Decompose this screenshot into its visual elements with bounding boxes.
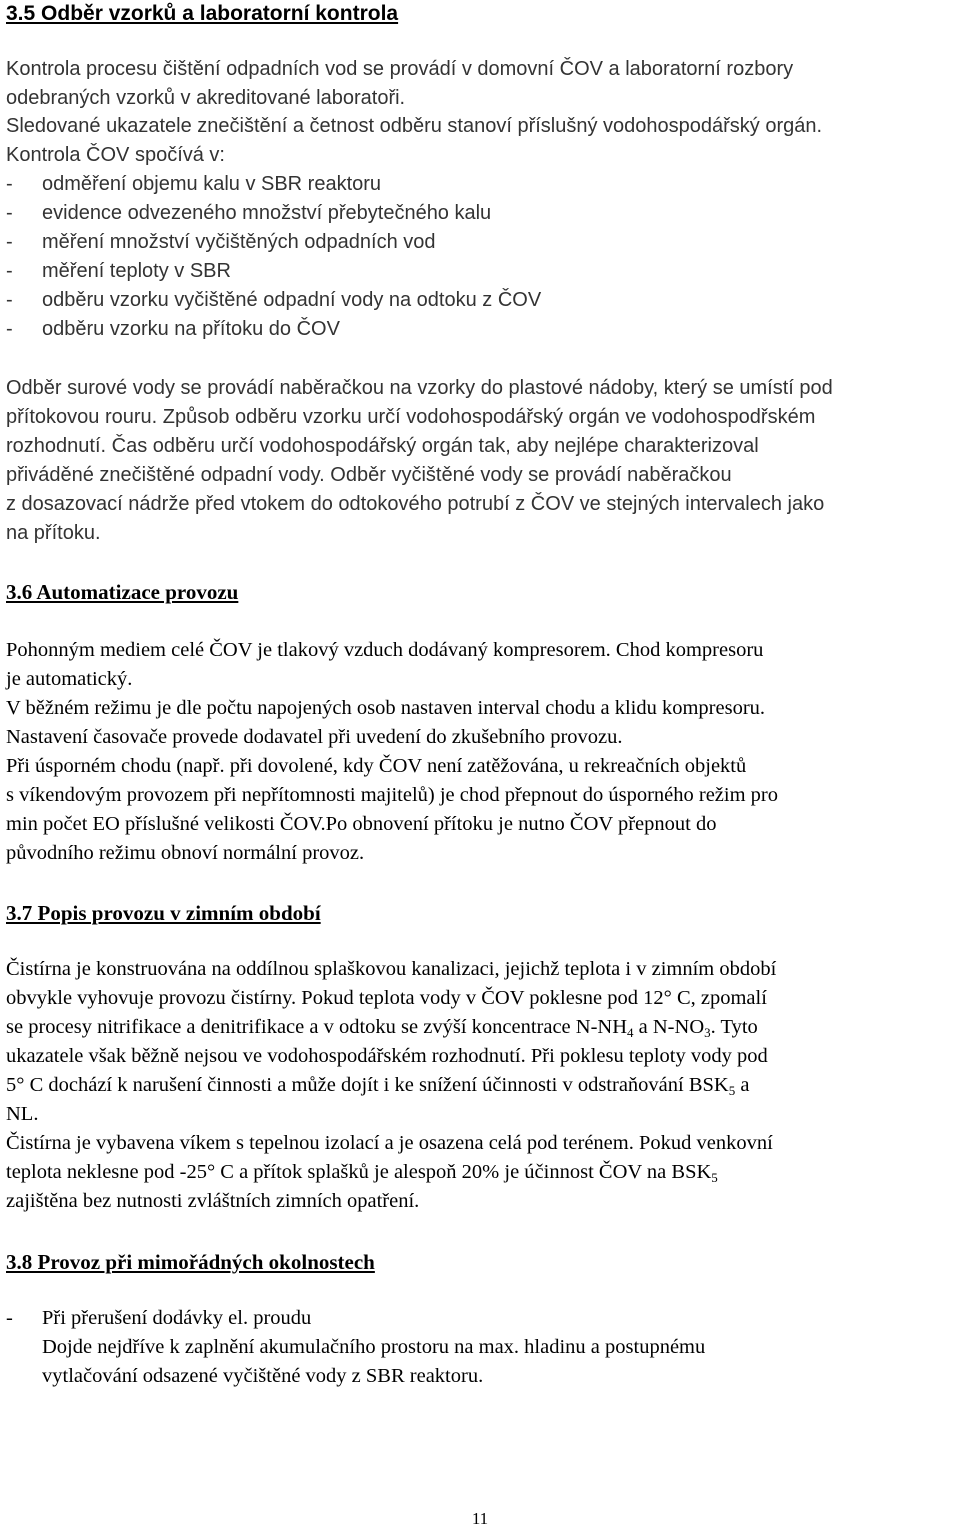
paragraph-line: min počet EO příslušné velikosti ČOV.Po obnovení přítoku je nutno ČOV přepnout do	[6, 813, 717, 835]
paragraph-line: z dosazovací nádrže před vtokem do odtokového potrubí z ČOV ve stejných intervalech jako	[6, 493, 825, 515]
section-heading-3-7: 3.7 Popis provozu v zimním období	[6, 901, 321, 925]
text-run: rozhodnutí.	[6, 435, 107, 457]
text-run: . Tyto	[710, 1016, 758, 1038]
paragraph-line	[6, 403, 815, 432]
list-bullet: -	[6, 318, 13, 340]
paragraph-line: Sledované ukazatele znečištění a četnost odběru stanoví příslušný vodohospodářský orgán.	[6, 115, 823, 137]
text-run: Čas odběru určí vodohospodářský orgán tak, aby nejlépe charakterizoval	[106, 435, 759, 457]
paragraph-line: Čistírna je vybavena víkem s tepelnou izolací a je osazena celá pod terénem. Pokud venkovní	[6, 1132, 773, 1154]
text-run: Odběr vyčištěné vody se provádí naběračkou	[324, 464, 732, 486]
list-item: měření teploty v SBR	[42, 260, 231, 282]
paragraph-line: s víkendovým provozem při nepřítomnosti majitelů) je chod přepnout do úsporného režim pro	[6, 784, 779, 806]
paragraph-line	[6, 432, 759, 461]
paragraph-line: Kontrola procesu čištění odpadních vod se provádí v domovní ČOV a laboratorní rozbory	[6, 58, 794, 80]
list-bullet: -	[6, 1307, 13, 1329]
list-bullet: -	[6, 202, 13, 224]
subscript: 5	[728, 1083, 736, 1098]
list-bullet: -	[6, 260, 13, 282]
paragraph-line	[6, 1158, 718, 1187]
paragraph-line: Čistírna je konstruována na oddílnou splaškovou kanalizaci, jejichž teplota i v zimním období	[6, 958, 777, 980]
list-item: odběru vzorku na přítoku do ČOV	[42, 318, 340, 340]
text-run: Způsob odběru vzorku určí vodohospodářský orgán ve vodohospodřském	[157, 406, 816, 428]
text-run: a	[735, 1074, 750, 1096]
paragraph-line: Odběr surové vody se provádí naběračkou na vzorky do plastové nádoby, který se umístí pod	[6, 377, 833, 399]
paragraph-line: na přítoku.	[6, 522, 101, 544]
text-run: a N-NO	[633, 1016, 705, 1038]
paragraph-line: Nastavení časovače provede dodavatel při uvedení do zkušebního provozu.	[6, 726, 623, 748]
list-bullet: -	[6, 231, 13, 253]
list-item: měření množství vyčištěných odpadních vod	[42, 231, 436, 253]
list-intro: Kontrola ČOV spočívá v:	[6, 144, 225, 166]
paragraph-line: obvykle vyhovuje provozu čistírny. Pokud teplota vody v ČOV poklesne pod 12° C, zpomalí	[6, 987, 767, 1009]
paragraph-line	[6, 461, 732, 490]
text-run: teplota neklesne pod -25° C a přítok splašků je alespoň 20% je účinnost ČOV na BSK	[6, 1161, 712, 1183]
paragraph-line: ukazatele však běžně nejsou ve vodohospodářském rozhodnutí. Při poklesu teploty vody pod	[6, 1045, 768, 1067]
section-heading-3-5: 3.5 Odběr vzorků a laboratorní kontrola	[6, 2, 399, 25]
list-item: Při přerušení dodávky el. proudu	[42, 1307, 312, 1329]
paragraph-line: vytlačování odsazené vyčištěné vody z SBR reaktoru.	[42, 1365, 484, 1387]
paragraph-line: zajištěna bez nutnosti zvláštních zimních opatření.	[6, 1190, 420, 1212]
paragraph-line	[6, 1013, 758, 1042]
list-bullet: -	[6, 173, 13, 195]
text-run: přítokovou rouru.	[6, 406, 158, 428]
paragraph-line: Při úsporném chodu (např. při dovolené, kdy ČOV není zatěžována, u rekreačních objektů	[6, 755, 747, 777]
paragraph-line	[6, 1071, 749, 1100]
text-run: se procesy nitrifikace a denitrifikace a v odtoku se zvýší koncentrace N-NH	[6, 1016, 628, 1038]
subscript: 5	[711, 1170, 718, 1185]
list-item: odměření objemu kalu v SBR reaktoru	[42, 173, 382, 195]
list-item: evidence odvezeného množství přebytečného kalu	[42, 202, 492, 224]
list-bullet: -	[6, 289, 13, 311]
paragraph-line: Dojde nejdříve k zaplnění akumulačního prostoru na max. hladinu a postupnému	[42, 1336, 706, 1358]
list-item: odběru vzorku vyčištěné odpadní vody na odtoku z ČOV	[42, 289, 542, 311]
text-run: 5° C dochází k narušení činnosti a může dojít i ke snížení účinnosti v odstraňování BSK	[6, 1074, 729, 1096]
section-heading-3-6: 3.6 Automatizace provozu	[6, 580, 239, 604]
paragraph-line: V běžném režimu je dle počtu napojených osob nastaven interval chodu a klidu kompresoru.	[6, 697, 766, 719]
paragraph-line: odebraných vzorků v akreditované laboratoři.	[6, 87, 406, 109]
paragraph-line: NL.	[6, 1103, 39, 1125]
page-number: 11	[471, 1509, 489, 1528]
section-heading-3-8: 3.8 Provoz při mimořádných okolnostech	[6, 1250, 375, 1274]
text-run: přiváděné znečištěné odpadní vody.	[6, 464, 325, 486]
paragraph-line: Pohonným mediem celé ČOV je tlakový vzduch dodávaný kompresorem. Chod kompresoru	[6, 639, 764, 661]
paragraph-line: je automatický.	[6, 668, 133, 690]
paragraph-line: původního režimu obnoví normální provoz.	[6, 842, 365, 864]
subscript: 4	[627, 1025, 634, 1040]
subscript: 3	[704, 1025, 711, 1040]
